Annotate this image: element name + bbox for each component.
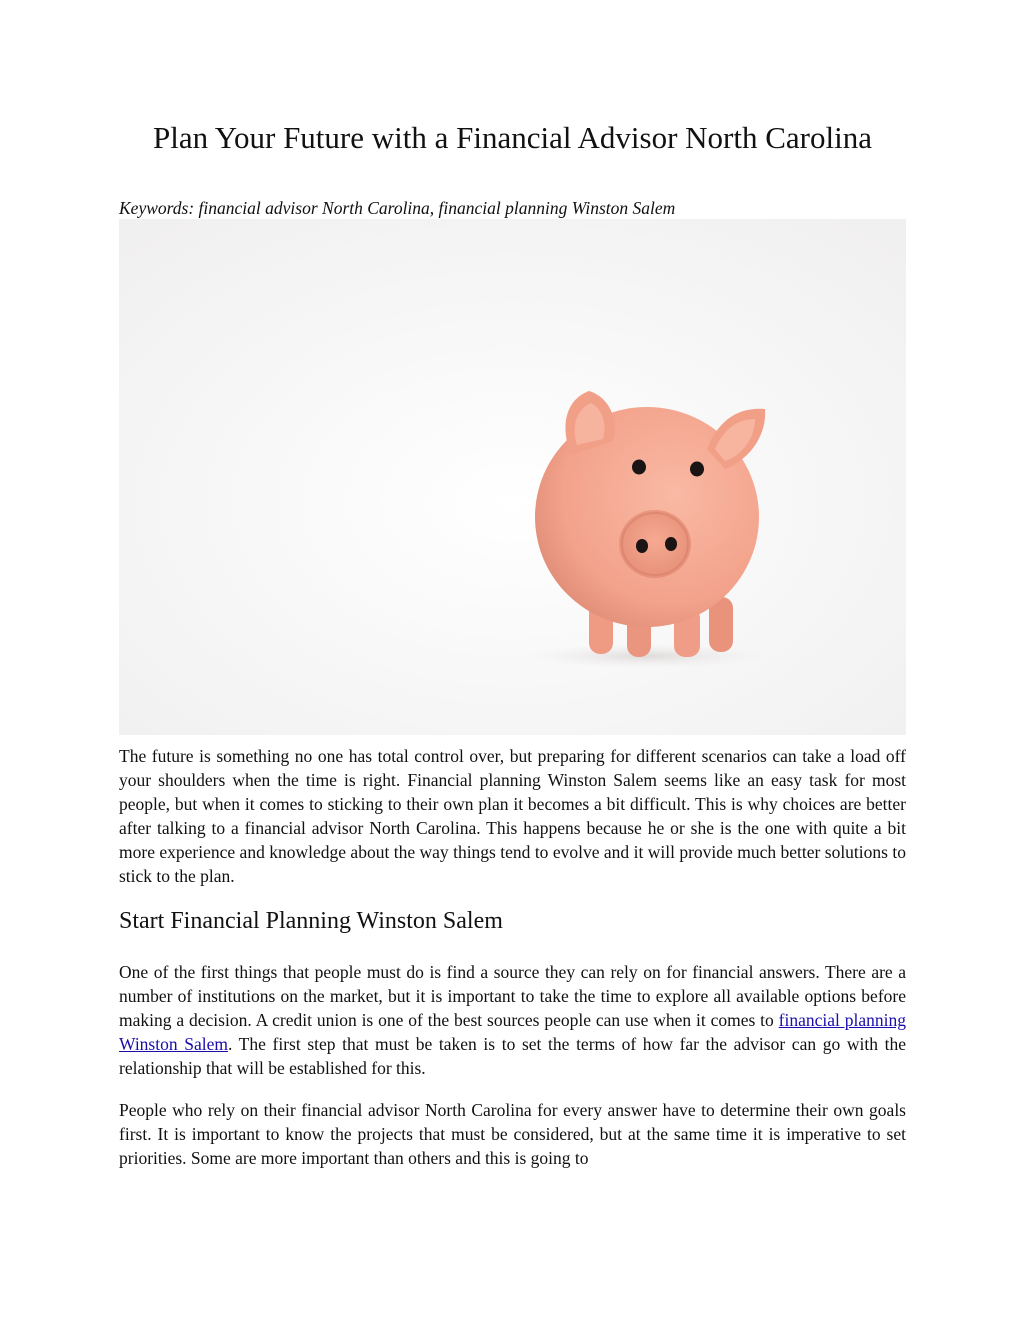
- section-paragraph-1: [119, 960, 906, 1080]
- financial-planning-link[interactable]: financial planning Winston Salem: [119, 1010, 906, 1054]
- paragraph-text-after-link: . The first step that must be taken is to set the terms of how far the advisor can go with the relationship that will be established for this.: [119, 1034, 906, 1078]
- section-paragraph-2: People who rely on their financial advisor North Carolina for every answer have to determine their own goals first. It is important to know the projects that must be considered, but at the same time it is imperative to set priorities. Some are more important than others and this is going to: [119, 1100, 906, 1168]
- intro-paragraph: The future is something no one has total control over, but preparing for different scenarios can take a load off your shoulders when the time is right. Financial planning Winston Salem seems like an easy task for most people, but when it comes to sticking to their own plan it becomes a bit difficult. This is why choices are better after talking to a financial advisor North Carolina. This happens because he or she is the one with quite a bit more experience and knowledge about the way things tend to evolve and it will provide much better solutions to stick to the plan.: [119, 746, 906, 886]
- piggy-bank-image: [119, 219, 906, 735]
- page-title: Plan Your Future with a Financial Advisor North Carolina: [153, 120, 872, 155]
- paragraph-text-before-link: One of the first things that people must do is find a source they can rely on for financial answers. There are a number of institutions on the market, but it is important to take the time to explore all available options before making a decision. A credit union is one of the best sources people can use when it comes to: [119, 962, 906, 1030]
- section-heading: Start Financial Planning Winston Salem: [119, 908, 503, 934]
- keywords-line: Keywords: financial advisor North Carolina, financial planning Winston Salem: [119, 198, 676, 218]
